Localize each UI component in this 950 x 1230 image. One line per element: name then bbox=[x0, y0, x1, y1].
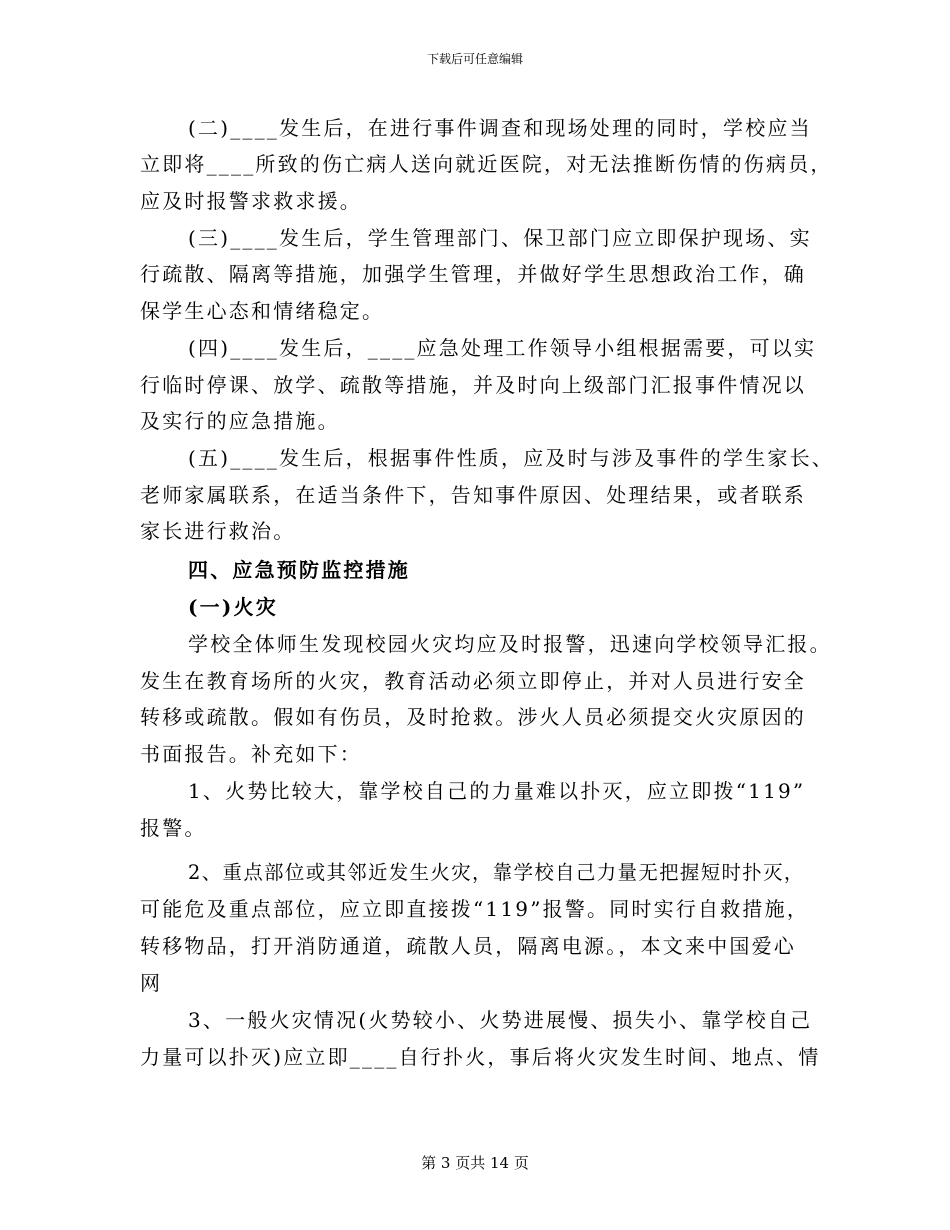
page-footer: 第 3 页共 14 页 bbox=[421, 1154, 529, 1172]
section-heading: 四、应急预防监控措施 bbox=[188, 558, 410, 582]
paragraph-line: (五)____发生后，根据事件性质，应及时与涉及事件的学生家长、 bbox=[188, 446, 835, 470]
list-item-line: 网 bbox=[140, 971, 163, 995]
page-header: 下载后可任意编辑 bbox=[426, 52, 523, 66]
paragraph-line: 学校全体师生发现校园火灾均应及时报警，迅速向学校领导汇报。 bbox=[188, 632, 832, 656]
list-item-line: 转移物品，打开消防通道，疏散人员，隔离电源。，本文来中国爱心 bbox=[140, 934, 796, 958]
paragraph-line: 及实行的应急措施。 bbox=[140, 409, 340, 433]
paragraph-line: 行临时停课、放学、疏散等措施，并及时向上级部门汇报事件情况以 bbox=[140, 373, 806, 397]
paragraph-line: 书面报告。补充如下： bbox=[140, 742, 362, 766]
paragraph-line: 保学生心态和情绪稳定。 bbox=[140, 299, 385, 323]
list-item-line: 报警。 bbox=[140, 816, 207, 840]
paragraph-line: 家长进行救治。 bbox=[140, 519, 296, 543]
paragraph-line: 老师家属联系，在适当条件下，告知事件原因、处理结果，或者联系 bbox=[140, 483, 806, 507]
list-item-line: 可能危及重点部位，应立即直接拨“119”报警。同时实行自救措施， bbox=[140, 897, 810, 921]
list-item-line: 1、火势比较大，靠学校自己的力量难以扑灭，应立即拨“119” bbox=[188, 779, 806, 803]
paragraph-line: 转移或疏散。假如有伤员，及时抢救。涉火人员必须提交火灾原因的 bbox=[140, 705, 806, 729]
subsection-heading: (一)火灾 bbox=[188, 595, 278, 619]
paragraph-line: (三)____发生后，学生管理部门、保卫部门应立即保护现场、实 bbox=[188, 226, 812, 250]
paragraph-line: 行疏散、隔离等措施，加强学生管理，并做好学生思想政治工作，确 bbox=[140, 262, 806, 286]
paragraph-line: 发生在教育场所的火灾，教育活动必须立即停止，并对人员进行安全 bbox=[140, 669, 806, 693]
paragraph-line: 应及时报警求救求援。 bbox=[140, 189, 362, 213]
list-item-line: 3、一般火灾情况(火势较小、火势进展慢、损失小、靠学校自己 bbox=[188, 1008, 813, 1032]
paragraph-line: (二)____发生后，在进行事件调查和现场处理的同时，学校应当 bbox=[188, 116, 812, 140]
list-item-line: 力量可以扑灭)应立即____自行扑火，事后将火灾发生时间、地点、情 bbox=[140, 1045, 821, 1069]
paragraph-line: (四)____发生后，____应急处理工作领导小组根据需要，可以实 bbox=[188, 336, 817, 360]
list-item-line: 2、重点部位或其邻近发生火灾，靠学校自己力量无把握短时扑灭， bbox=[188, 861, 805, 884]
paragraph-line: 立即将____所致的伤亡病人送向就近医院，对无法推断伤情的伤病员， bbox=[140, 152, 833, 176]
